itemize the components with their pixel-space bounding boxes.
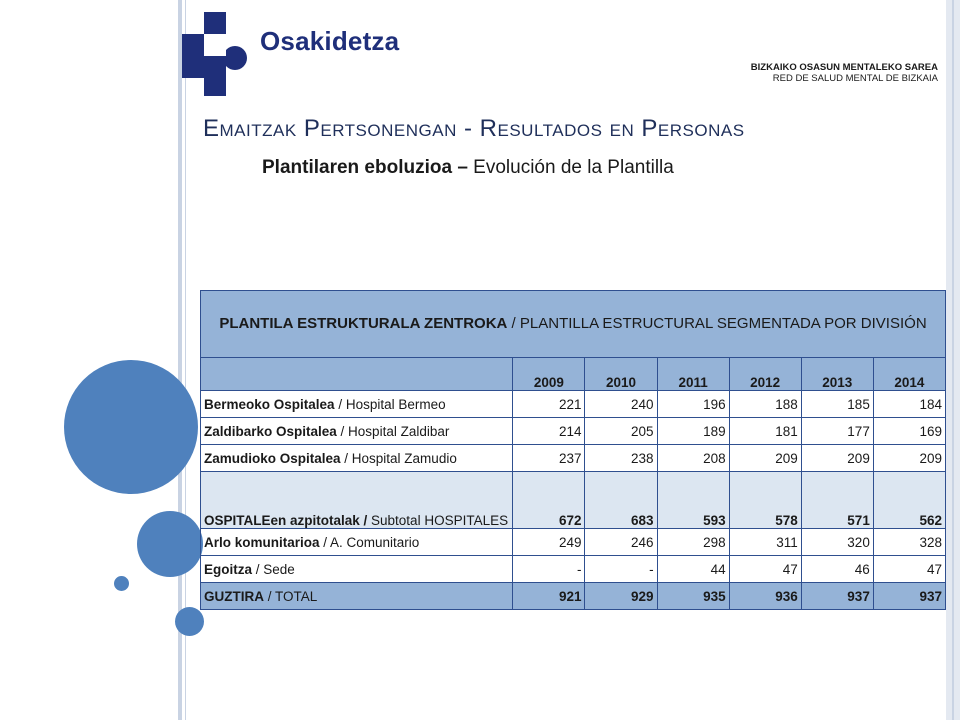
subtitle-bold: Plantilaren eboluzioa – [262, 157, 468, 178]
right-border-line [952, 0, 954, 720]
page-title: Emaitzak Pertsonengan - Resultados en Personas [203, 115, 745, 142]
table-cell: 47 [873, 556, 945, 583]
table-cell: 240 [585, 391, 657, 418]
tiny-decor-circle [114, 576, 129, 591]
table-cell: 184 [873, 391, 945, 418]
table-cell: 177 [801, 418, 873, 445]
table-cell: 169 [873, 418, 945, 445]
table-row [201, 418, 946, 445]
table-cell: 246 [585, 529, 657, 556]
table-cell: 214 [513, 418, 585, 445]
year-header: 2014 [873, 358, 945, 391]
table-cell: 188 [729, 391, 801, 418]
years-corner [201, 358, 513, 391]
table-header-row [201, 291, 946, 358]
table-row [201, 391, 946, 418]
table-caption-normal: / PLANTILLA ESTRUCTURAL SEGMENTADA POR DIVISIÓN [507, 315, 927, 332]
network-name-es: RED DE SALUD MENTAL DE BIZKAIA [772, 73, 938, 84]
table-cell: 921 [513, 583, 585, 610]
table-cell: 683 [585, 472, 657, 529]
table-cell: 209 [729, 445, 801, 472]
table-row [201, 529, 946, 556]
table-cell: 181 [729, 418, 801, 445]
table-cell: 208 [657, 445, 729, 472]
page-subtitle [262, 157, 674, 179]
row-label: Bermeoko Ospitalea / Hospital Bermeo [201, 391, 513, 418]
table-cell: 311 [729, 529, 801, 556]
table-cell: 209 [873, 445, 945, 472]
large-decor-circle [64, 360, 198, 494]
table-cell: 937 [801, 583, 873, 610]
subtitle-normal: Evolución de la Plantilla [467, 157, 674, 178]
row-label: OSPITALEen azpitotalak / Subtotal HOSPITALES [201, 472, 513, 529]
table-cell: 937 [873, 583, 945, 610]
total-row [201, 583, 946, 610]
table-cell: 238 [585, 445, 657, 472]
staff-table [200, 290, 946, 610]
left-band [0, 0, 180, 720]
table-cell: 209 [801, 445, 873, 472]
table-cell: 571 [801, 472, 873, 529]
table-cell: 46 [801, 556, 873, 583]
table-cell: 189 [657, 418, 729, 445]
table-cell: 578 [729, 472, 801, 529]
years-row [201, 358, 946, 391]
row-label: GUZTIRA / TOTAL [201, 583, 513, 610]
table-cell: 221 [513, 391, 585, 418]
logo-text: Osakidetza [260, 26, 400, 56]
network-name-eu: BIZKAIKO OSASUN MENTALEKO SAREA [750, 62, 938, 73]
table-cell: 196 [657, 391, 729, 418]
table-cell: 320 [801, 529, 873, 556]
table-cell: 593 [657, 472, 729, 529]
table-cell: 929 [585, 583, 657, 610]
table-cell: - [513, 556, 585, 583]
network-label [751, 62, 938, 84]
table-row [201, 556, 946, 583]
table-cell: 205 [585, 418, 657, 445]
table-cell: 44 [657, 556, 729, 583]
row-label: Arlo komunitarioa / A. Comunitario [201, 529, 513, 556]
year-header: 2012 [729, 358, 801, 391]
table-row [201, 445, 946, 472]
table-cell: 298 [657, 529, 729, 556]
small-decor-circle [175, 607, 204, 636]
row-label: Zaldibarko Ospitalea / Hospital Zaldibar [201, 418, 513, 445]
table-cell: - [585, 556, 657, 583]
year-header: 2011 [657, 358, 729, 391]
year-header: 2010 [585, 358, 657, 391]
table-cell: 936 [729, 583, 801, 610]
medium-decor-circle [137, 511, 203, 577]
table-cell: 249 [513, 529, 585, 556]
table-cell: 185 [801, 391, 873, 418]
table-cell: 562 [873, 472, 945, 529]
table-caption-bold: PLANTILA ESTRUKTURALA ZENTROKA [219, 315, 508, 332]
table-caption [201, 291, 946, 358]
row-label: Egoitza / Sede [201, 556, 513, 583]
table-cell: 328 [873, 529, 945, 556]
year-header: 2013 [801, 358, 873, 391]
table-cell: 47 [729, 556, 801, 583]
subtotal-row [201, 472, 946, 529]
row-label: Zamudioko Ospitalea / Hospital Zamudio [201, 445, 513, 472]
table-cell: 672 [513, 472, 585, 529]
year-header: 2009 [513, 358, 585, 391]
table-cell: 237 [513, 445, 585, 472]
table-cell: 935 [657, 583, 729, 610]
